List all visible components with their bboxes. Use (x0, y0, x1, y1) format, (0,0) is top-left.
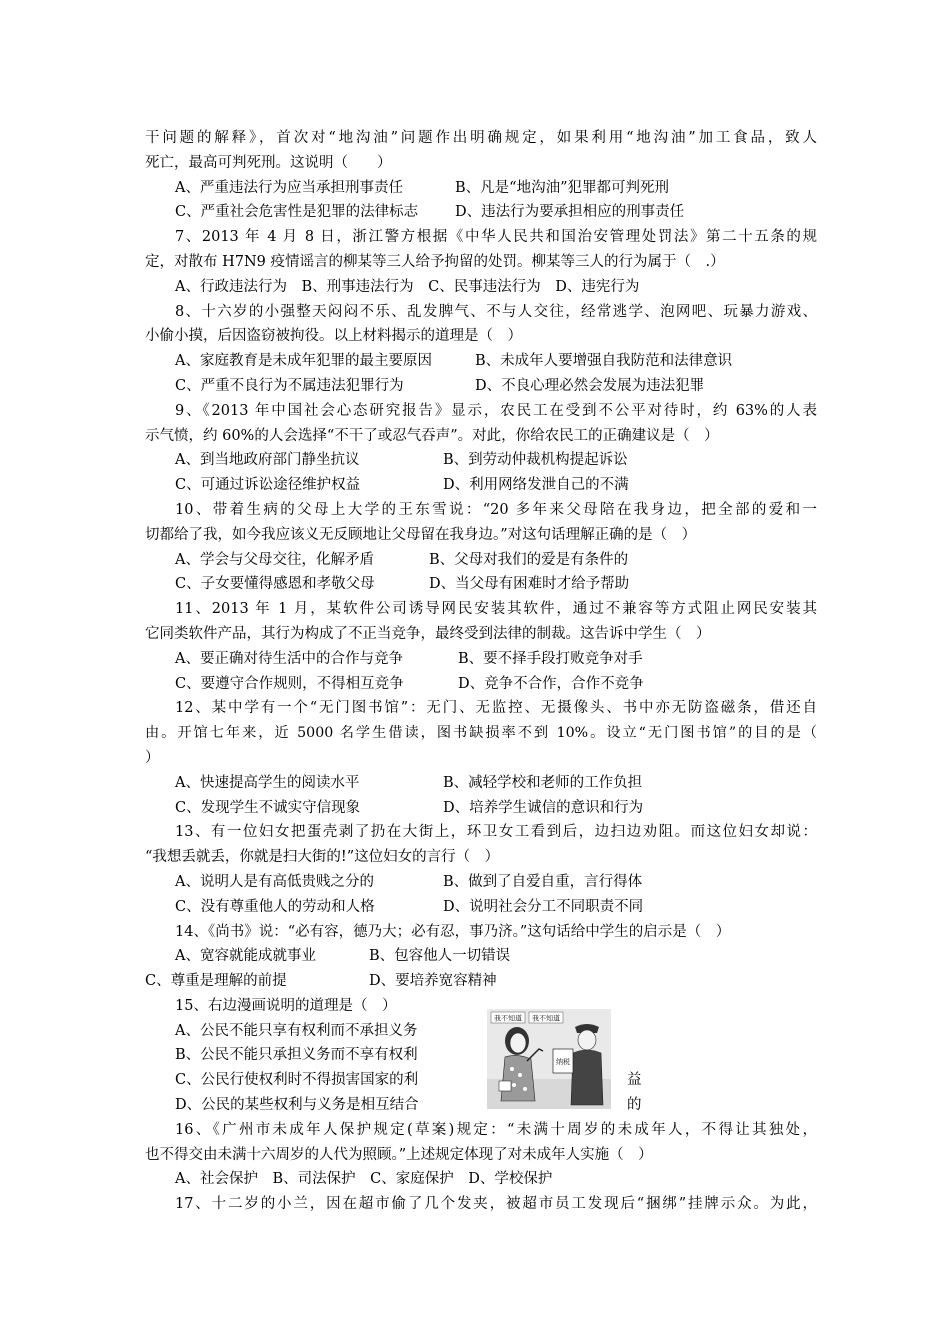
options-row: A、行政违法行为 B、刑事违法行为 C、民事违法行为 D、违宪行为 (175, 278, 640, 295)
options-row: A、社会保护 B、司法保护 C、家庭保护 D、学校保护 (175, 1171, 553, 1188)
question-7-text: 7、2013 年 4 月 8 日，浙江警方根据《中华人民共和国治安管理处罚法》第二十五条的规 (175, 229, 817, 246)
option-d-end: 的 (627, 1097, 642, 1114)
option-b: B、包容他人一切错误 (369, 948, 511, 965)
text-line: 定，对散布 H7N9 疫情谣言的柳某等三人给予拘留的处罚。柳某等三人的行为属于（ .） (145, 253, 725, 270)
option-b: B、到劳动仲裁机构提起诉讼 (443, 452, 628, 469)
question-12-text: 12、某中学有一个“无门图书馆”：无门、无监控、无摄像头、书中亦无防盗磁条，借还自 (175, 700, 817, 717)
option-row (145, 176, 817, 201)
question-13-text: 13、有一位妇女把蛋壳剥了扔在大街上，环卫女工看到后，边扫边劝阻。而这位妇女却说： (175, 824, 817, 841)
option-c: C、要遵守合作规则，不得相互竞争 (175, 675, 404, 692)
cartoon-illustration (487, 1009, 611, 1109)
option-a: A、学会与父母交往，化解矛盾 (175, 551, 374, 568)
option-c: C、发现学生不诚实守信现象 (175, 799, 361, 816)
option-d: D、不良心理必然会发展为违法犯罪 (475, 377, 705, 394)
option-c: C、严重社会危害性是犯罪的法律标志 (175, 204, 419, 221)
option-c-end: 益 (627, 1072, 642, 1089)
text-line: “我想丢就丢，你就是扫大街的!”这位妇女的言行（ ） (145, 849, 500, 866)
tax-sign-text: 纳税 (556, 1058, 570, 1066)
option-b: B、做到了自爱自重，言行得体 (443, 873, 643, 890)
option-row (145, 647, 817, 672)
bubble-1-text: 我不知道 (494, 1014, 522, 1023)
option-b: B、父母对我们的爱是有条件的 (429, 551, 629, 568)
text-line: 小偷小摸，后因盗窃被拘役。以上材料揭示的道理是（ ） (145, 328, 522, 345)
option-c: C、尊重是理解的前提 (145, 973, 287, 990)
option-b: B、未成年人要增强自我防范和法律意识 (475, 353, 733, 370)
text-line: 由。开馆七年来，近 5000 名学生借读，图书缺损率不到 10%。设立“无门图书馆”的目的是（ (145, 725, 817, 742)
option-row (145, 374, 817, 399)
text-line: 它同类软件产品，其行为构成了不正当竞争，最终受到法律的制裁。这告诉中学生（ ） (145, 625, 711, 642)
text-line: ） (145, 749, 160, 766)
option-d: D、公民的某些权利与义务是相互结合 (175, 1097, 419, 1114)
option-row (145, 771, 817, 796)
option-c: C、子女要懂得感恩和孝敬父母 (175, 576, 375, 593)
question-10-text: 10、带着生病的父母上大学的王东雪说：“20 多年来父母陪在我身边，把全部的爱和一 (175, 501, 817, 518)
document-page (145, 126, 817, 1217)
option-d: D、违法行为要承担相应的刑事责任 (455, 204, 685, 221)
option-a: A、要正确对待生活中的合作与竞争 (175, 650, 403, 667)
question-14-text: 14、《尚书》说：“必有容，德乃大；必有忍，事乃济。”这句话给中学生的启示是（ ） (175, 923, 731, 940)
option-row (145, 572, 817, 597)
option-a: A、说明人是有高低贵贱之分的 (175, 873, 374, 890)
option-row (145, 473, 817, 498)
option-a: A、到当地政府部门静坐抗议 (175, 452, 360, 469)
option-row (145, 548, 817, 573)
option-c-row (145, 1068, 817, 1093)
option-d: D、利用网络发泄自己的不满 (443, 477, 629, 494)
question-17-text: 17、十二岁的小兰，因在超市偷了几个发夹，被超市员工发现后“捆绑”挂牌示众。为此， (175, 1196, 817, 1213)
option-c: C、没有尊重他人的劳动和人格 (175, 898, 375, 915)
option-b: B、凡是“地沟油”犯罪都可判死刑 (455, 179, 669, 196)
text-line: 示气愤，约 60%的人会选择“不干了或忍气吞声”。对此，你给农民工的正确建议是（ ） (145, 427, 719, 444)
option-d: D、当父母有困难时才给予帮助 (429, 576, 630, 593)
question-16-text: 16、《广州市未成年人保护规定(草案)规定：“未满十周岁的未成年人，不得让其独处， (175, 1121, 817, 1138)
option-row (145, 200, 817, 225)
option-d-row (145, 1093, 817, 1118)
question-8-text: 8、十六岁的小强整天闷闷不乐、乱发脾气、不与人交往，经常逃学、泡网吧、玩暴力游戏、 (175, 303, 817, 320)
option-a: A、家庭教育是未成年犯罪的最主要原因 (175, 353, 432, 370)
option-b: B、要不择手段打败竞争对手 (458, 650, 643, 667)
option-b: B、减轻学校和老师的工作负担 (443, 774, 643, 791)
option-row (145, 944, 817, 969)
option-row (145, 870, 817, 895)
option-d: D、竞争不合作，合作不竞争 (458, 675, 644, 692)
option-row (145, 796, 817, 821)
text-line: 死亡，最高可判死刑。这说明（ ） (145, 154, 392, 171)
option-row (145, 672, 817, 697)
option-c: C、可通过诉讼途径维护权益 (175, 477, 361, 494)
option-row (145, 448, 817, 473)
text-line: 切都给了我，如今我应该义无反顾地让父母留在我身边。”对这句话理解正确的是（ ） (145, 526, 697, 543)
text-line: 干问题的解释》，首次对“地沟油”问题作出明确规定，如果利用“地沟油”加工食品，致人 (145, 130, 817, 146)
option-a: A、公民不能只享有权利而不承担义务 (175, 1022, 418, 1039)
question-15-text: 15、右边漫画说明的道理是（ ） (175, 997, 397, 1014)
option-row (145, 969, 817, 994)
option-d: D、培养学生诚信的意识和行为 (443, 799, 644, 816)
option-d: D、要培养宽容精神 (369, 973, 497, 990)
question-11-text: 11、2013 年 1 月，某软件公司诱导网民安装其软件，通过不兼容等方式阻止网民安装其 (175, 601, 817, 618)
text-line: 也不得交由未满十六周岁的人代为照顾。”上述规定体现了对未成年人实施（ ） (145, 1146, 653, 1163)
option-a: A、快速提高学生的阅读水平 (175, 774, 360, 791)
option-c: C、公民行使权利时不得损害国家的利 (175, 1072, 419, 1089)
option-c: C、严重不良行为不属违法犯罪行为 (175, 377, 404, 394)
option-row (145, 895, 817, 920)
option-a: A、严重违法行为应当承担刑事责任 (175, 179, 403, 196)
option-a: A、宽容就能成就事业 (175, 948, 316, 965)
option-b: B、公民不能只承担义务而不享有权利 (175, 1047, 418, 1064)
question-9-text: 9、《2013 年中国社会心态研究报告》显示，农民工在受到不公平对待时，约 63%的人表 (175, 402, 817, 419)
bubble-2-text: 我不知道 (532, 1014, 560, 1023)
option-d: D、说明社会分工不同职责不同 (443, 898, 644, 915)
option-row (145, 349, 817, 374)
